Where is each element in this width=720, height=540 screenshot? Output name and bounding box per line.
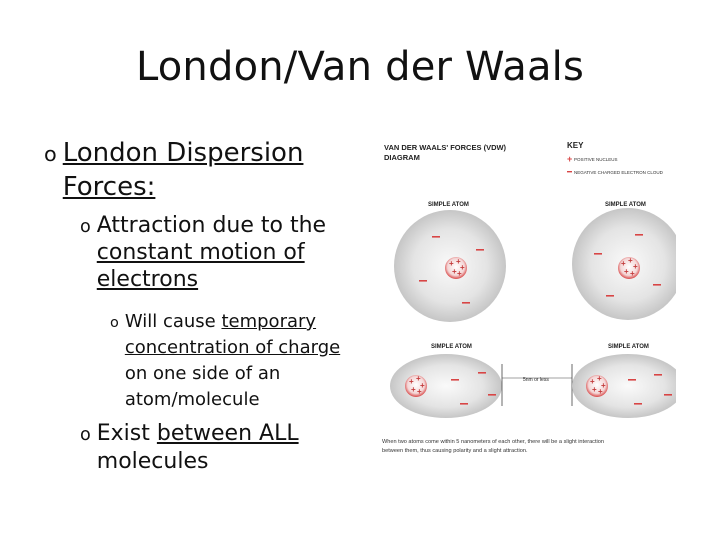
bullet-temporary-charge — [110, 309, 370, 413]
electron-minus — [432, 236, 440, 238]
diagram-caption-line2: between them, thus causing polarity and a slight attraction. — [382, 448, 528, 454]
nucleus-plus: + — [409, 377, 414, 386]
bullet-concentration-underlined: concentration of charge — [124, 337, 341, 358]
bottom-left-atom-label: SIMPLE ATOM — [431, 344, 472, 350]
nucleus-plus: + — [416, 374, 421, 383]
electron-minus — [478, 372, 486, 374]
key-minus-icon — [567, 171, 572, 172]
nucleus-plus: + — [598, 387, 603, 396]
key-plus-icon: + — [567, 154, 573, 164]
bullet-exist-pre: Exist — [96, 421, 150, 446]
slide-title: London/Van der Waals — [135, 44, 585, 90]
nucleus-plus: + — [456, 257, 461, 266]
nucleus-plus: + — [624, 267, 629, 276]
bullet-temporary-pre: Will cause — [124, 311, 216, 332]
electron-minus — [462, 302, 470, 304]
nucleus-plus: + — [592, 385, 597, 394]
bullet-attraction-text: Attraction due to the — [96, 213, 327, 238]
nucleus-plus: + — [420, 381, 425, 390]
nucleus-plus: + — [457, 269, 462, 278]
bullet-marker: o — [110, 315, 119, 331]
bullet-marker: o — [44, 142, 57, 166]
electron-minus — [664, 394, 672, 396]
diagram-heading-line1: VAN DER WAALS' FORCES (VDW) — [384, 143, 507, 152]
top-left-atom — [394, 210, 506, 322]
nucleus-plus: + — [590, 377, 595, 386]
electron-minus — [635, 234, 643, 236]
distance-label: 5nm or less — [523, 377, 549, 383]
electron-minus — [451, 379, 459, 381]
electron-minus — [594, 253, 602, 255]
key-title: KEY — [567, 141, 584, 150]
nucleus-plus: + — [621, 259, 626, 268]
nucleus-plus: + — [411, 385, 416, 394]
top-right-atom-label: SIMPLE ATOM — [605, 202, 646, 208]
electron-minus — [654, 374, 662, 376]
bullet-exist-underlined: between ALL — [156, 421, 299, 446]
bullet-london-dispersion — [44, 136, 344, 204]
top-right-atom — [572, 208, 676, 320]
electron-minus — [419, 280, 427, 282]
nucleus-plus: + — [417, 387, 422, 396]
bullet-marker: o — [80, 425, 91, 445]
electron-minus — [488, 394, 496, 396]
bottom-left-atom-polarized — [390, 354, 502, 418]
nucleus-plus: + — [630, 269, 635, 278]
van-der-waals-diagram — [376, 136, 676, 466]
bullet-exist-between — [80, 420, 340, 476]
diagram-heading-line2: DIAGRAM — [384, 153, 420, 162]
electron-minus — [628, 379, 636, 381]
electron-minus — [460, 403, 468, 405]
bullet-exist-rest: molecules — [96, 449, 209, 474]
bullet-temporary-underlined: temporary — [221, 311, 317, 332]
electron-minus — [634, 403, 642, 405]
nucleus-plus: + — [597, 374, 602, 383]
nucleus-plus: + — [452, 267, 457, 276]
bullet-marker: o — [80, 217, 91, 237]
nucleus-plus: + — [449, 259, 454, 268]
key-negative-label: NEGATIVE CHARGED ELECTRON CLOUD — [574, 170, 663, 175]
electron-minus — [653, 284, 661, 286]
diagram-caption-line1: When two atoms come within 5 nanometers of each other, there will be a slight interaction — [382, 439, 604, 445]
top-left-atom-label: SIMPLE ATOM — [428, 202, 469, 208]
distance-marker — [502, 364, 572, 406]
bullet-temporary-rest: on one side of an atom/molecule — [124, 363, 281, 410]
bullet-london-dispersion-text: London Dispersion Forces: — [62, 138, 304, 202]
key-positive-label: POSITIVE NUCLEUS — [574, 157, 618, 162]
electron-minus — [606, 295, 614, 297]
electron-minus — [476, 249, 484, 251]
bullet-attraction — [80, 212, 360, 293]
nucleus-plus: + — [628, 256, 633, 265]
nucleus-plus: + — [633, 262, 638, 271]
nucleus-plus: + — [460, 263, 465, 272]
bullet-attraction-underlined: constant motion of electrons — [96, 240, 305, 292]
bottom-right-atom-polarized — [572, 354, 676, 418]
nucleus-plus: + — [601, 381, 606, 390]
bottom-right-atom-label: SIMPLE ATOM — [608, 344, 649, 350]
